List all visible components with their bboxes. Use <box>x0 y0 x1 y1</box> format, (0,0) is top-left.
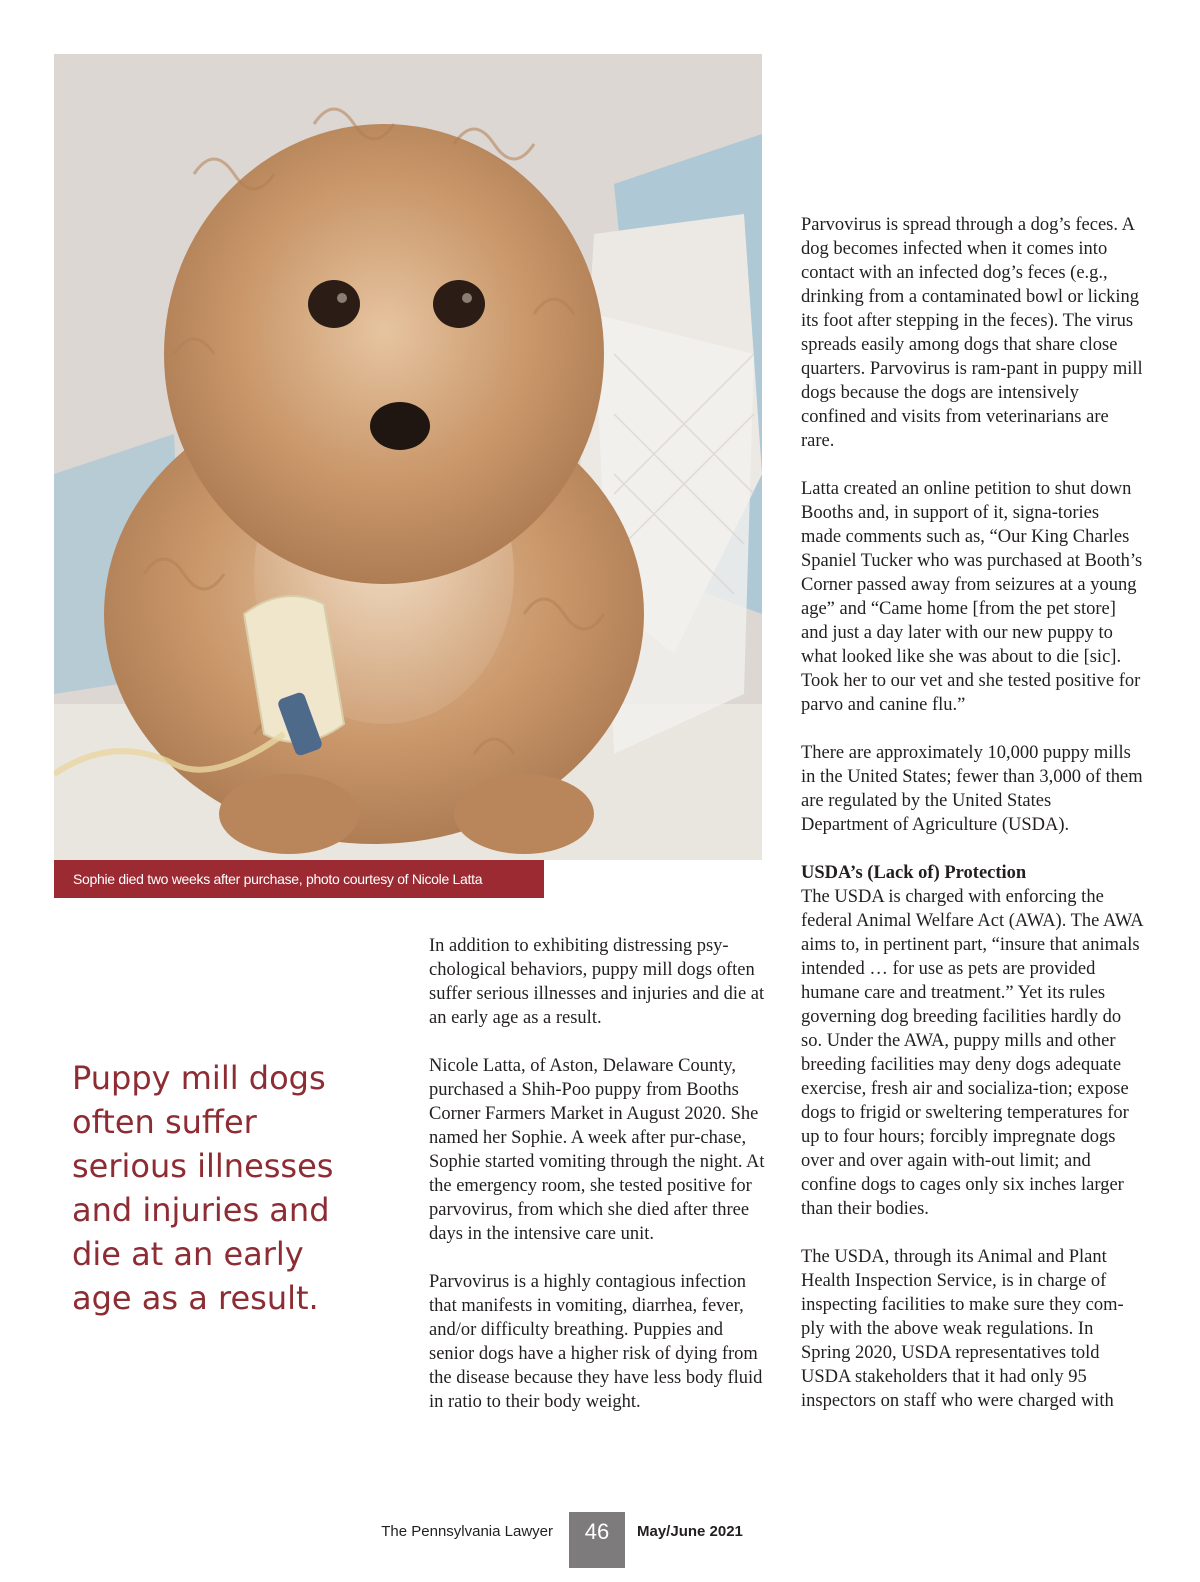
paragraph: The USDA, through its Animal and Plant Health Inspection Service, is in charge of inspecting facilities to make sure they com-ply with the above weak regulations. In Spring 2020, USDA representatives told USDA stakeholders that it had only 95 inspectors on staff who were charged with <box>801 1247 1124 1411</box>
paragraph: Latta created an online petition to shut down Booths and, in support of it, signa-tories made comments such as, “Our King Charles Spaniel Tucker who was purchased at Booth’s Corner passed away from seizures at a young age” and “Came home [from the pet store] and just a day later with our new puppy to what looked like she was about to die [sic]. Took her to our vet and she tested positive for parvo and canine flu.” <box>801 479 1143 715</box>
puppy-photo <box>54 54 762 860</box>
paragraph: There are approximately 10,000 puppy mills in the United States; fewer than 3,000 of them are regulated by the United States Department of Agriculture (USDA). <box>801 743 1143 835</box>
photo-caption: Sophie died two weeks after purchase, photo courtesy of Nicole Latta <box>54 860 544 898</box>
issue-date: May/June 2021 <box>637 1523 743 1540</box>
page-number: 46 <box>569 1512 625 1568</box>
middle-column <box>429 934 765 1438</box>
right-column <box>801 213 1143 1437</box>
paragraph: Nicole Latta, of Aston, Delaware County, purchased a Shih-Poo puppy from Booths Corner Farmers Market in August 2020. She named her Sophie. A week after pur-chase, Sophie started vomiting through the night. At the emergency room, she tested positive for parvovirus, from which she died after three days in the intensive care unit. <box>429 1056 765 1244</box>
section-heading: USDA’s (Lack of) Protection <box>801 863 1027 883</box>
paragraph: In addition to exhibiting distressing psy-chological behaviors, puppy mill dogs often suffer serious illnesses and injuries and die at an early age as a result. <box>429 936 765 1028</box>
page-footer <box>0 1512 1200 1568</box>
paragraph: The USDA is charged with enforcing the federal Animal Welfare Act (AWA). The AWA aims to, in pertinent part, “insure that animals intended … for use as pets are provided humane care and treatment.” Yet its rules governing dog breeding facilities hardly do so. Under the AWA, puppy mills and other breeding facilities may deny dogs adequate exercise, fresh air and socializa-tion; expose dogs to frigid or sweltering temperatures for up to four hours; forcibly impregnate dogs over and over again with-out limit; and confine dogs to cages only six inches larger than their bodies. <box>801 887 1143 1219</box>
publication-name: The Pennsylvania Lawyer <box>381 1523 553 1540</box>
pull-quote: Puppy mill dogs often suffer serious illnesses and injuries and die at an early age as a result. <box>72 1059 334 1317</box>
paragraph: Parvovirus is spread through a dog’s feces. A dog becomes infected when it comes into contact with an infected dog’s feces (e.g., drinking from a contaminated bowl or licking its foot after stepping in the feces). The virus spreads easily among dogs that share close quarters. Parvovirus is ram-pant in puppy mill dogs because the dogs are intensively confined and visits from veterinarians are rare. <box>801 215 1143 451</box>
paragraph: Parvovirus is a highly contagious infection that manifests in vomiting, diarrhea, fever, and/or difficulty breathing. Puppies and senior dogs have a higher risk of dying from the disease because they have less body fluid in ratio to their body weight. <box>429 1272 763 1412</box>
